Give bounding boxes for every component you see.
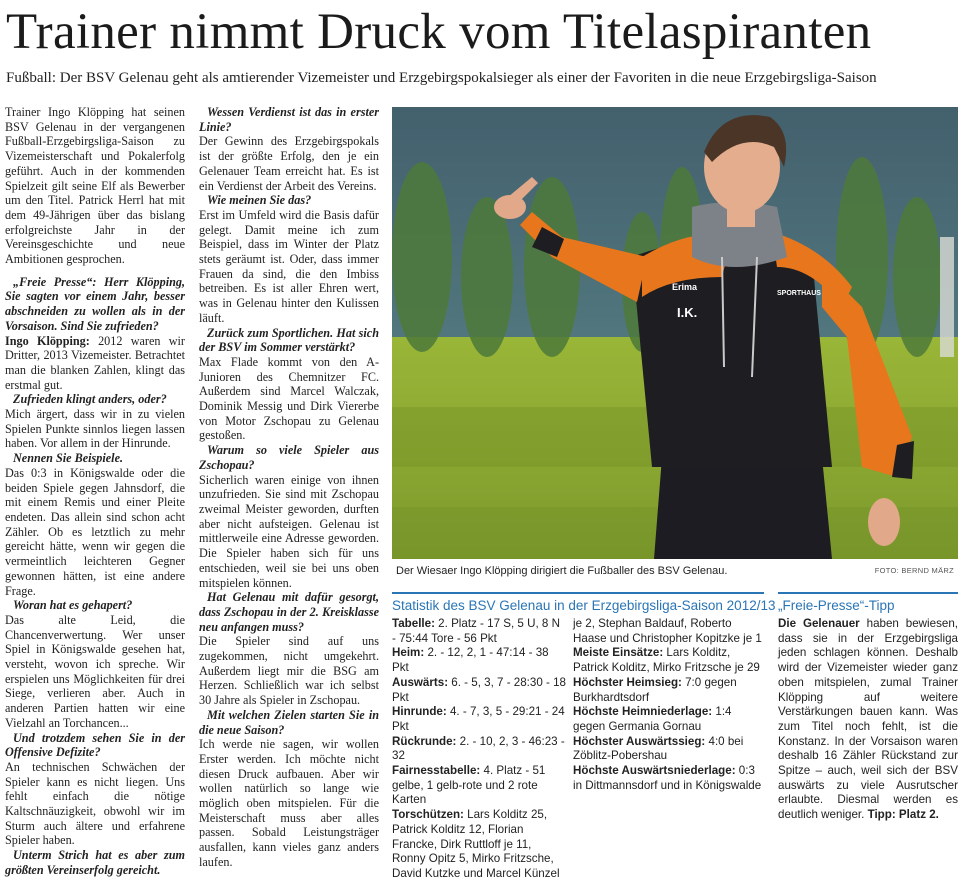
interview-question: Zurück zum Sportlichen. Hat sich der BSV im Sommer verstärkt? — [199, 325, 379, 355]
tipp-box — [778, 617, 958, 823]
interview-question: Wie meinen Sie das? — [207, 193, 312, 208]
stats-row — [573, 646, 765, 675]
stats-value: 2. - 12, 2, 1 - 47:14 - 38 Pkt — [392, 646, 549, 675]
tipp-prediction: Tipp: Platz 2. — [867, 808, 939, 822]
jacket-initials: I.K. — [677, 305, 698, 320]
interview-question: Warum so viele Spieler aus Zschopau? — [199, 443, 379, 472]
stats-label: Fairnesstabelle: — [392, 764, 481, 778]
body-paragraph: Der Gewinn des Erzgebirgspokals ist der größte Erfolg, den je ein Gelenauer Team erreicht hat. Es ist ein Verdienst der Arbeit des Vereins. — [199, 134, 379, 193]
stats-value: je 2, Stephan Baldauf, Roberto Haase und Christopher Kopitzke je 1 — [573, 617, 762, 645]
stats-row — [573, 735, 765, 764]
jacket-brand: Erima — [672, 282, 698, 292]
stats-value: 0:3 in Dittmannsdorf und in Königswalde — [573, 764, 762, 792]
answer-text: 2012 waren wir Dritter, 2013 Vizemeister. Betrachtet man die blanken Zahlen, klingt das erstmal gut. — [5, 333, 185, 392]
stats-label: Heim: — [392, 646, 425, 660]
paragraph-gap — [5, 267, 185, 275]
stats-column-2 — [573, 617, 765, 793]
stats-label: Auswärts: — [392, 675, 449, 689]
stats-label: Höchste Heimniederlage: — [573, 705, 713, 719]
interview-question: Nennen Sie Beispiele. — [13, 451, 124, 466]
stats-label: Torschützen: — [392, 808, 464, 822]
stats-value: 4:0 bei Zöblitz-Pobershau — [573, 734, 744, 763]
stats-row — [573, 764, 765, 793]
stats-row — [392, 676, 567, 705]
stats-row — [392, 764, 567, 808]
interview-question: Woran hat es gehapert? — [13, 598, 133, 613]
caption-text: Der Wiesaer Ingo Klöpping dirigiert die Fußballer des BSV Gelenau. — [396, 565, 728, 577]
answer-paragraph — [5, 334, 185, 393]
article-column-1 — [5, 105, 185, 878]
jacket-sponsor: SPORTHAUS — [777, 290, 821, 297]
photo-credit: FOTO: BERND MÄRZ — [874, 566, 954, 575]
interview-question: Und trotzdem sehen Sie in der Offensive Defizite? — [5, 730, 185, 760]
stats-value: Lars Kolditz, Patrick Kolditz, Mirko Fritzsche je 29 — [573, 646, 760, 675]
subheadline: Fußball: Der BSV Gelenau geht als amtierender Vizemeister und Erzgebirgspokalsieger als einer der Favoriten in die neue Erzgebirgsliga-Saison — [6, 70, 877, 86]
body-paragraph: Das 0:3 in Königswalde oder die beiden Spiele gegen Jahnsdorf, die mit einem Remis und einer Pleite endeten. Das allein sind schon acht Zähler. Ob es letztlich zu mehr gereicht hätte, wenn wir gegen die vermeintlich leichteren Gegner gewonnen hätten, ist eine andere Frage. — [5, 465, 185, 598]
stats-row — [392, 617, 567, 646]
stats-value: 2. - 10, 2, 3 - 46:23 - 32 — [392, 734, 565, 763]
stats-row — [392, 646, 567, 675]
stats-column-1 — [392, 617, 567, 882]
stats-row — [392, 808, 567, 882]
body-paragraph: Die Spieler sind auf uns zugekommen, nicht umgekehrt. Außerdem liegt mir die BSG am Herzen. Schließlich war ich selbst 30 Jahre als Spieler in Zschopau. — [199, 634, 379, 708]
stats-label: Höchster Heimsieg: — [573, 675, 682, 689]
stats-row — [573, 617, 765, 646]
tipp-lead: Die Gelenauer — [778, 617, 860, 630]
stats-value: Lars Kolditz 25, Patrick Kolditz 12, Florian Francke, Dirk Ruttloff je 11, Ronny Opitz 5, Mirko Fritzsche, David Kutzke und Marcel Künzel — [392, 808, 560, 880]
interview-question: Zufrieden klingt anders, oder? — [13, 392, 167, 407]
body-paragraph: Max Flade kommt von den A-Junioren des Chemnitzer FC. Außerdem sind Marcel Walczak, Dominik Messig und Dirk Viererbe von Motor Zschopau zu Gelenau gestoßen. — [199, 354, 379, 443]
body-paragraph: An technischen Schwächen der Spieler kann es nicht liegen. Uns fehlt einfach die nötige Kaltschnäuzigkeit, obwohl wir im Sturm auch ältere und erfahrene Spieler haben. — [5, 759, 185, 848]
interview-question: Hat Gelenau mit dafür gesorgt, dass Zschopau in der 2. Kreisklasse neu anfangen muss? — [199, 590, 379, 634]
stats-label: Hinrunde: — [392, 705, 447, 719]
stats-label: Meiste Einsätze: — [573, 646, 664, 660]
stats-value: 4. Platz - 51 gelbe, 1 gelb-rote und 2 rote Karten — [392, 764, 546, 807]
stats-label: Höchste Auswärtsniederlage: — [573, 764, 736, 778]
stats-heading: Statistik des BSV Gelenau in der Erzgebirgsliga-Saison 2012/13 — [392, 592, 764, 616]
stats-label: Rückrunde: — [392, 734, 457, 748]
body-paragraph: Das alte Leid, die Chancenverwertung. Wer unser Spiel in Königswalde gesehen hat, versteht, wovon ich spreche. Wir erspielen uns Möglichkeiten für drei Siege, verlieren aber. Auch in anderen Partien hatten wir eine Vielzahl an Torchancen... — [5, 612, 185, 730]
body-paragraph: Mich ärgert, dass wir in zu vielen Spielen Punkte sinnlos liegen lassen haben. Vor allem in der Hinrunde. — [5, 407, 185, 451]
stats-label: Tabelle: — [392, 617, 435, 630]
stats-row — [573, 705, 765, 734]
stats-value: 4. - 7, 3, 5 - 29:21 - 24 Pkt — [392, 705, 565, 733]
stats-label: Höchster Auswärtssieg: — [573, 734, 706, 748]
body-paragraph: Trainer Ingo Klöpping hat seinen BSV Gelenau in der vergangenen Fußball-Erzgebirgsliga-Saison zu Vizemeisterschaft und Pokalerfolg geführt. Auch in der kommenden Spielzeit gilt seine Elf als Bewerber um den Titel. Patrick Herrl hat mit dem 49-Jährigen über das bislang erfolgreichste Jahr in der Vereinsgeschichte und neue Ambitionen gesprochen. — [5, 105, 185, 267]
tipp-heading: „Freie-Presse“-Tipp — [778, 592, 958, 616]
interview-question: Unterm Strich hat es aber zum größten Vereinserfolg gereicht. — [5, 848, 185, 877]
interview-question: Mit welchen Zielen starten Sie in die neue Saison? — [199, 707, 379, 737]
stats-row — [573, 676, 765, 705]
interview-question: Wessen Verdienst ist das in erster Linie? — [199, 105, 379, 134]
article-column-2 — [199, 105, 379, 870]
speaker-name: Ingo Klöpping: — [5, 333, 90, 348]
stats-row — [392, 705, 567, 734]
stats-value: 1:4 gegen Germania Gornau — [573, 705, 732, 733]
interview-question: „Freie Presse“: Herr Klöpping, Sie sagten vor einem Jahr, besser abschneiden zu wollen als in der Vorsaison. Sind Sie zufrieden? — [5, 274, 185, 333]
headline: Trainer nimmt Druck vom Titelaspiranten — [6, 4, 872, 60]
photo-caption — [392, 559, 958, 583]
article-photo — [392, 107, 958, 559]
stats-value: 2. Platz - 17 S, 5 U, 8 N - 75:44 Tore - 56 Pkt — [392, 617, 560, 645]
body-paragraph: Erst im Umfeld wird die Basis dafür gelegt. Damit meine ich zum Beispiel, dass im Winter der Platz stets geräumt ist. Oder, dass immer Frauen da sind, die den Imbiss betreiben. Es ist aller Ehren wert, was in Gelenau hinter den Kulissen läuft. — [199, 207, 379, 325]
stats-row — [392, 735, 567, 764]
stats-value: 6. - 5, 3, 7 - 28:30 - 18 Pkt — [392, 675, 566, 704]
body-paragraph: Sicherlich waren einige von ihnen unzufrieden. Sie sind mit Zschopau zweimal Meister geworden, durften aber nicht aufsteigen. Gelenau ist mittlerweile eine Adresse geworden. Die Spieler haben sich für uns entschieden, weil sie bei uns oben mitspielen können. — [199, 472, 379, 590]
tipp-text: haben bewiesen, dass sie in der Erzgebirgsliga jeden schlagen können. Deshalb wird der Vizemeister wieder ganz oben mitspielen, zumal Trainer Klöpping auf weitere Verstärkungen bauen kann. Was zum Titel noch fehlt, ist die Konstanz. In der Vorsaison waren deshalb 16 Zähler Rückstand zur Spitze – auch, weil sich der BSV auswärts zu viele Ausrutscher erlaubte. Diesmal werden es deutlich weniger. — [778, 617, 958, 822]
body-paragraph: Ich werde nie sagen, wir wollen Erster werden. Ich möchte nicht diesen Druck aufbauen. Aber wir wollen natürlich so lange wie möglich oben mitspielen. Für die Meisterschaft muss aber alles passen. Sobald Leistungsträger ausfallen, kann vieles ganz anders laufen. — [199, 737, 379, 869]
stats-value: 7:0 gegen Burkhardtsdorf — [573, 675, 737, 704]
coach-photo-illustration — [392, 107, 958, 559]
